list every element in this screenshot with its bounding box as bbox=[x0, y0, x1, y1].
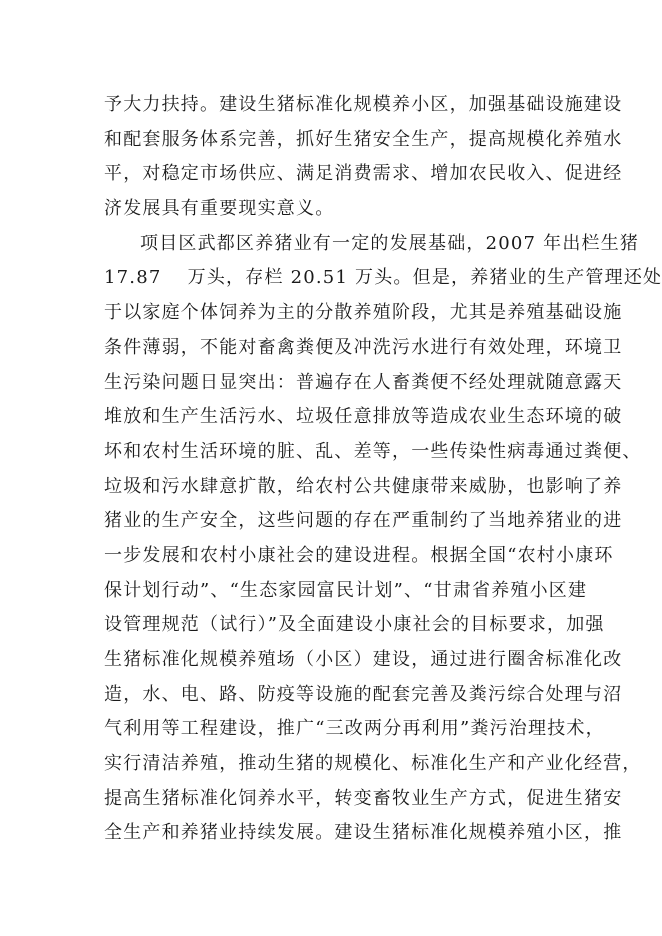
paragraph-line: 猪业的生产安全，这些问题的存在严重制约了当地养猪业的进 bbox=[104, 510, 623, 532]
paragraph-line: 生猪标准化规模养殖场（小区）建设，通过进行圈舍标准化改 bbox=[104, 649, 623, 670]
document-body bbox=[104, 88, 662, 851]
paragraph-line: 平，对稳定市场供应、满足消费需求、增加农民收入、促进经 bbox=[104, 163, 623, 185]
paragraph-line: 设管理规范（试行）”及全面建设小康社会的目标要求，加强 bbox=[104, 614, 605, 636]
paragraph-line: 和配套服务体系完善，抓好生猪安全生产，提高规模化养殖水 bbox=[104, 128, 623, 150]
paragraph-line: 17.87 万头，存栏 20.51 万头。但是，养猪业的生产管理还处 bbox=[104, 267, 662, 289]
paragraph-line: 造，水、电、路、防疫等设施的配套完善及粪污综合处理与沼 bbox=[104, 683, 623, 705]
paragraph-line: 坏和农村生活环境的脏、乱、差等，一些传染性病毒通过粪便、 bbox=[104, 440, 642, 462]
paragraph-line: 条件薄弱，不能对畜禽粪便及冲洗污水进行有效处理，环境卫 bbox=[104, 336, 623, 358]
paragraph-line: 保计划行动”、“生态家园富民计划”、“甘肃省养殖小区建 bbox=[104, 579, 588, 601]
paragraph-line: 垃圾和污水肆意扩散，给农村公共健康带来威胁，也影响了养 bbox=[104, 475, 623, 497]
paragraph-line: 提高生猪标准化饲养水平，转变畜牧业生产方式，促进生猪安 bbox=[104, 787, 623, 809]
paragraph-1 bbox=[104, 88, 623, 227]
paragraph-line: 全生产和养猪业持续发展。建设生猪标准化规模养殖小区，推 bbox=[104, 822, 623, 844]
paragraph-line: 气利用等工程建设，推广“三改两分再利用”粪污治理技术， bbox=[104, 718, 605, 740]
paragraph-line: 堆放和生产生活污水、垃圾任意排放等造成农业生态环境的破 bbox=[104, 406, 623, 428]
paragraph-line: 于以家庭个体饲养为主的分散养殖阶段，尤其是养殖基础设施 bbox=[104, 302, 623, 324]
paragraph-line: 一步发展和农村小康社会的建设进程。根据全国“农村小康环 bbox=[104, 544, 614, 566]
paragraph-2 bbox=[104, 227, 662, 851]
paragraph-line: 予大力扶持。建设生猪标准化规模养小区，加强基础设施建设 bbox=[104, 94, 623, 115]
paragraph-line: 生污染问题日显突出：普遍存在人畜粪便不经处理就随意露天 bbox=[104, 371, 623, 393]
paragraph-line: 济发展具有重要现实意义。 bbox=[104, 198, 335, 220]
paragraph-line: 项目区武都区养猪业有一定的发展基础，2007 年出栏生猪 bbox=[140, 232, 640, 254]
paragraph-line: 实行清洁养殖，推动生猪的规模化、标准化生产和产业化经营， bbox=[104, 753, 642, 775]
